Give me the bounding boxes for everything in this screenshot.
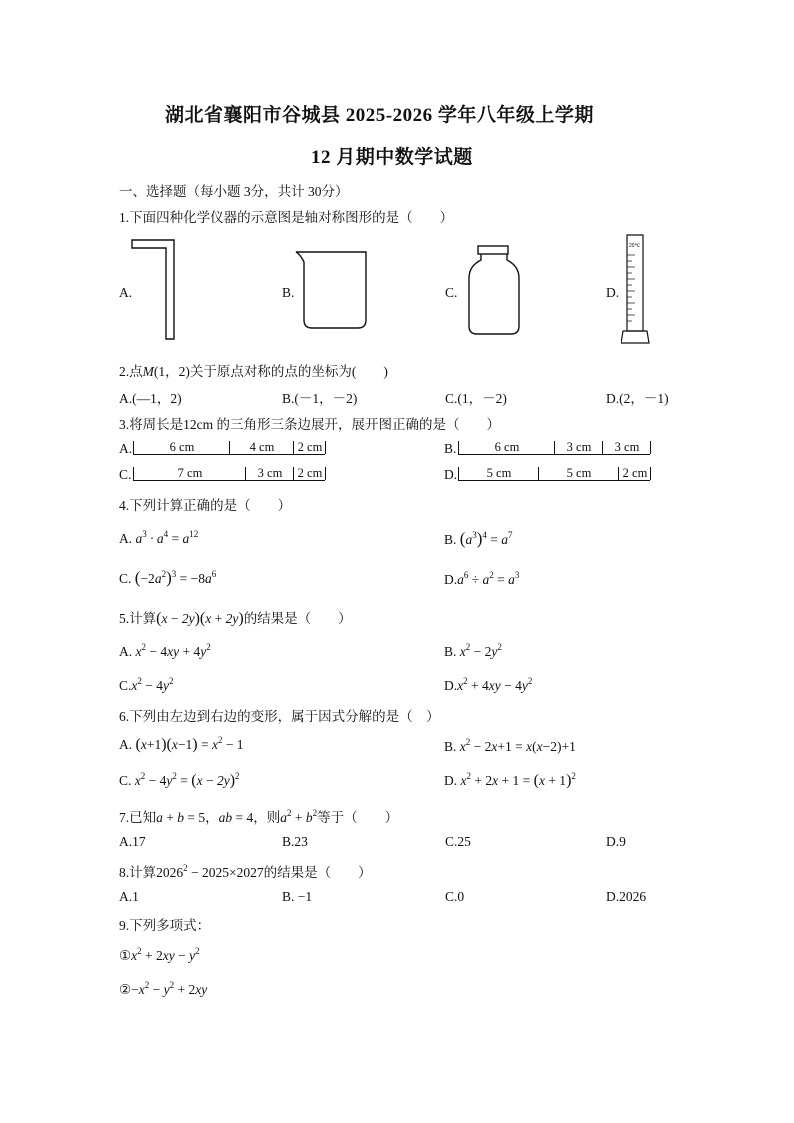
- q5-d-label: D.: [444, 678, 458, 693]
- q7-option-a: A.17: [119, 834, 146, 849]
- q4-c-formula: $(-2a^2)^3 = -8a^6$: [134, 568, 217, 587]
- section-heading: 一、选择题（每小题 3分，共计 30分）: [119, 184, 349, 199]
- q4-option-a: [119, 529, 198, 547]
- q6-b-label: B.: [444, 739, 457, 754]
- q3-option-c-ruler: [133, 467, 325, 481]
- q9-item-2-marker: ②: [119, 982, 132, 997]
- page-title-line1: 湖北省襄阳市谷城县 2025-2026 学年八年级上学期: [165, 105, 594, 126]
- q5-a-formula: $x^2 - 4xy + 4y^2$: [135, 642, 211, 659]
- q5-stem-suffix: 的结果是（ ）: [243, 611, 352, 626]
- q5-c-formula: $x^2 - 4y^2$: [131, 676, 174, 693]
- q7-target: $a^2 + b^2$: [280, 808, 318, 825]
- q3-d-seg2: 5 cm: [538, 467, 619, 480]
- q2-option-a: A.(—1，2): [119, 391, 182, 406]
- q5-stem-prefix: 5.计算: [119, 611, 157, 626]
- q9-item-2-formula: $-x^2 - y^2 + 2xy$: [131, 980, 208, 997]
- q3-b-seg2: 3 cm: [554, 441, 603, 454]
- q9-item-1: [119, 946, 200, 964]
- q8-option-c: C.0: [445, 889, 465, 904]
- q8-stem-suffix: 的结果是（ ）: [263, 865, 372, 880]
- q3-option-a-label: A.: [119, 441, 133, 456]
- q3-option-d-label: D.: [444, 467, 458, 482]
- q5-option-d: [444, 676, 532, 694]
- q5-d-formula: $x^2 + 4xy - 4y^2$: [457, 676, 533, 693]
- q6-d-formula: $x^2 + 2x + 1 = (x + 1)^2$: [460, 771, 576, 789]
- q9-item-2: [119, 980, 207, 998]
- q7-stem-prefix: 7.已知: [119, 810, 157, 825]
- q4-b-label: B.: [444, 532, 457, 547]
- q8-expression: $2026^2 - 2025\times 2027$: [156, 863, 264, 880]
- q7-stem-suffix: 等于（ ）: [317, 810, 399, 825]
- q7-stem: [119, 806, 398, 826]
- q4-option-d: [444, 570, 519, 588]
- q2-stem-suffix: (1，2)关于原点对称的点的坐标为( ): [153, 364, 388, 379]
- q9-item-1-marker: ①: [119, 948, 132, 963]
- q2-point-var: M: [142, 364, 154, 379]
- q3-b-seg1: 6 cm: [458, 441, 555, 454]
- bottle-icon: [465, 244, 525, 338]
- q6-option-b: [444, 737, 576, 755]
- q7-cond2: ab = 4: [218, 810, 254, 825]
- q4-b-formula: $(a^3)^4 = a^7$: [459, 529, 513, 548]
- q3-a-seg1: 6 cm: [133, 441, 230, 454]
- q2-option-b: B.(－1，－2): [282, 391, 358, 406]
- q7-sep: ，: [205, 810, 219, 825]
- q8-stem: [119, 861, 372, 881]
- q7-option-d: D.9: [606, 834, 626, 849]
- q1-option-b: B.: [282, 285, 295, 300]
- svg-text:20℃: 20℃: [629, 243, 641, 249]
- q5-b-formula: $x^2 - 2y^2$: [459, 642, 502, 659]
- beaker-icon: [292, 248, 374, 332]
- q1-option-d: D.: [606, 285, 620, 300]
- q8-option-a: A.1: [119, 889, 139, 904]
- q4-d-label: D.: [444, 572, 458, 587]
- q9-stem: 9.下列多项式：: [119, 918, 211, 933]
- q8-stem-prefix: 8.计算: [119, 865, 157, 880]
- q3-stem: 3.将周长是12cm 的三角形三条边展开，展开图正确的是（ ）: [119, 417, 500, 432]
- q3-option-d-ruler: [458, 467, 650, 481]
- q5-expression: (x − 2y)(x + 2y): [156, 610, 244, 627]
- q3-b-seg3: 3 cm: [602, 441, 651, 454]
- l-rod-icon: [130, 238, 180, 343]
- q5-a-label: A.: [119, 644, 133, 659]
- q3-option-a-ruler: [133, 441, 325, 455]
- q1-option-a: A.: [119, 285, 133, 300]
- q4-a-label: A.: [119, 531, 133, 546]
- q6-a-formula: $(x+1)(x-1) = x^2 - 1$: [135, 735, 244, 753]
- q3-c-seg1: 7 cm: [133, 467, 246, 480]
- q6-option-d: [444, 771, 576, 790]
- q5-option-a: [119, 642, 211, 660]
- q5-stem: [119, 607, 352, 628]
- q4-stem: 4.下列计算正确的是（ ）: [119, 498, 292, 513]
- q3-a-seg3: 2 cm: [293, 441, 326, 454]
- q8-option-d: D.2026: [606, 889, 647, 904]
- q2-stem: [119, 360, 388, 380]
- q3-option-c-label: C.: [119, 467, 132, 482]
- q6-c-formula: $x^2 - 4y^2 = (x - 2y)^2$: [134, 771, 240, 789]
- q4-option-b: [444, 529, 512, 549]
- q7-sep2: ，则: [253, 810, 281, 825]
- q4-c-label: C.: [119, 571, 132, 586]
- q3-d-seg3: 2 cm: [618, 467, 651, 480]
- q9-item-1-formula: $x^2 + 2xy - y^2$: [131, 946, 200, 963]
- q4-option-c: [119, 568, 216, 588]
- q1-stem: 1.下面四种化学仪器的示意图是轴对称图形的是（ ）: [119, 210, 454, 225]
- q6-option-a: [119, 735, 244, 754]
- q2-stem-prefix: 2.点: [119, 364, 143, 379]
- q6-a-label: A.: [119, 737, 133, 752]
- q3-option-b-label: B.: [444, 441, 457, 456]
- q3-c-seg3: 2 cm: [293, 467, 326, 480]
- q3-option-b-ruler: [458, 441, 650, 455]
- q2-option-c: C.(1，－2): [445, 391, 507, 406]
- q4-d-formula: $a^6 \div a^2 = a^3$: [457, 570, 520, 587]
- q1-option-c: C.: [445, 285, 458, 300]
- q6-d-label: D.: [444, 773, 458, 788]
- q6-option-c: [119, 771, 240, 790]
- q6-c-label: C.: [119, 773, 132, 788]
- graduated-cylinder-icon: [621, 233, 653, 349]
- q6-b-formula: $x^2 - 2x+1 = x(x-2)+1$: [459, 737, 576, 754]
- q2-option-d: D.(2，－1): [606, 391, 669, 406]
- q7-cond1: a + b = 5: [156, 810, 206, 825]
- q7-option-c: C.25: [445, 834, 471, 849]
- page-title-line2: 12 月期中数学试题: [311, 147, 473, 168]
- q8-option-b: B. −1: [282, 889, 313, 904]
- q5-option-b: [444, 642, 502, 660]
- q4-a-formula: $a^3 \cdot a^4 = a^{12}$: [135, 529, 199, 546]
- q5-c-label: C.: [119, 678, 132, 693]
- q3-c-seg2: 3 cm: [245, 467, 294, 480]
- q3-a-seg2: 4 cm: [229, 441, 294, 454]
- q3-d-seg1: 5 cm: [458, 467, 539, 480]
- q6-stem: 6.下列由左边到右边的变形，属于因式分解的是（ ）: [119, 709, 440, 724]
- q5-b-label: B.: [444, 644, 457, 659]
- q7-option-b: B.23: [282, 834, 308, 849]
- q5-option-c: [119, 676, 174, 694]
